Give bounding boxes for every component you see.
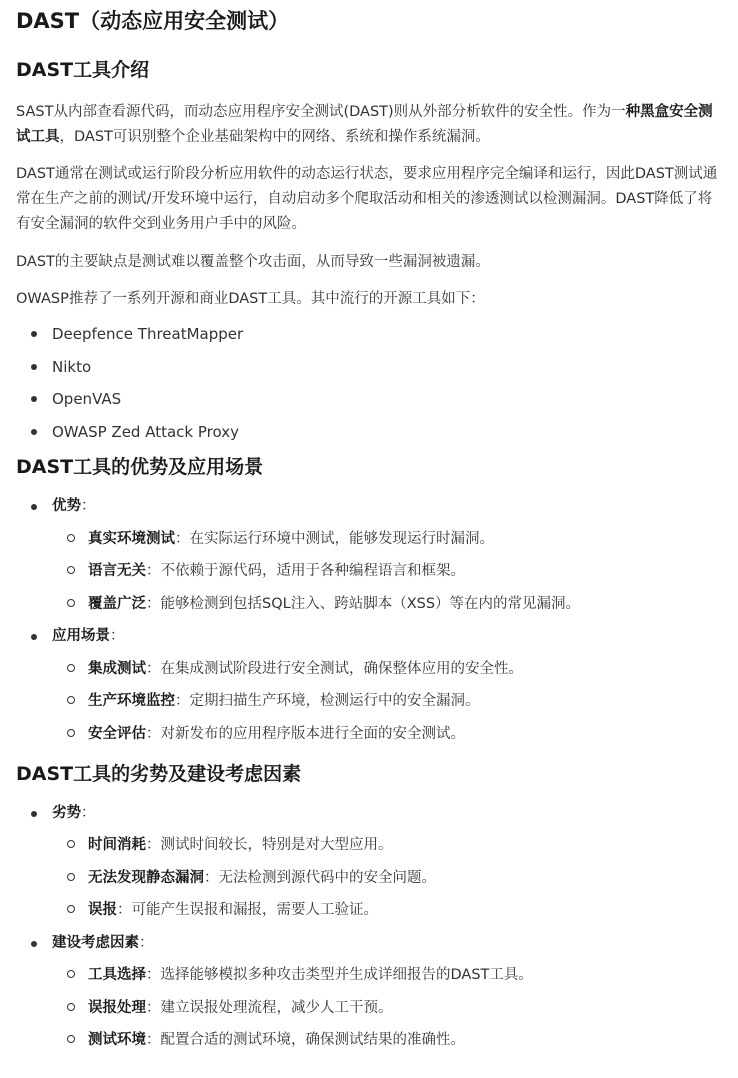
item-desc: ：定期扫描生产环境，检测运行中的安全漏洞。 [175, 693, 480, 709]
group-label-row [52, 932, 724, 954]
sub-list-item [52, 964, 724, 986]
item-term: 真实环境测试 [88, 530, 175, 547]
tools-list [16, 323, 724, 443]
sub-list-item [52, 690, 724, 712]
list-item-scenarios [16, 625, 724, 745]
item-term: 时间消耗 [88, 837, 146, 853]
group-label-suffix: ： [139, 934, 154, 951]
sub-list-item [52, 593, 724, 615]
intro-p1-text: SAST从内部查看源代码，而动态应用程序安全测试(DAST)则从外部分析软件的安全性。作为一 [16, 104, 626, 120]
item-term: 工具选择 [88, 967, 146, 983]
item-desc: ：对新发布的应用程序版本进行全面的安全测试。 [146, 725, 465, 742]
list-item-considerations [16, 932, 724, 1052]
item-desc: ：在集成测试阶段进行安全测试，确保整体应用的安全性。 [146, 660, 523, 677]
item-desc: ：不依赖于源代码，适用于各种编程语言和框架。 [146, 563, 465, 579]
sub-list-item [52, 1029, 724, 1051]
item-term: 生产环境监控 [88, 693, 175, 709]
disadvantages-list [16, 802, 724, 1052]
intro-paragraph-2: DAST通常在测试或运行阶段分析应用软件的动态运行状态，要求应用程序完全编译和运行，因此DAST测试通常在生产之前的测试/开发环境中运行，自动启动多个爬取活动和相关的渗透测试以检测漏洞。DAST降低了将有安全漏洞的软件交到业务用户手中的风险。 [16, 166, 718, 232]
sub-list [52, 528, 724, 615]
sub-list [52, 658, 724, 745]
group-label-row [52, 802, 724, 824]
sub-list-item [52, 867, 724, 889]
group-label-row [52, 495, 724, 517]
sub-list-item [52, 899, 724, 921]
group-label: 建设考虑因素 [52, 934, 139, 951]
item-term: 语言无关 [88, 563, 146, 579]
item-term: 无法发现静态漏洞 [88, 869, 204, 886]
intro-paragraph-3: DAST的主要缺点是测试难以覆盖整个攻击面，从而导致一些漏洞被遗漏。 [16, 254, 490, 270]
sub-list-item [52, 723, 724, 745]
sub-list-item [52, 528, 724, 550]
tool-item: Deepfence ThreatMapper [16, 323, 724, 345]
advantages-list [16, 495, 724, 745]
item-term: 测试环境 [88, 1032, 146, 1048]
intro-paragraph-4: OWASP推荐了一系列开源和商业DAST工具。其中流行的开源工具如下： [16, 291, 485, 307]
section-heading-intro: DAST工具介绍 [16, 59, 150, 81]
item-term: 集成测试 [88, 660, 146, 677]
tool-item: OpenVAS [16, 388, 724, 410]
item-term: 覆盖广泛 [88, 595, 146, 612]
item-term: 误报处理 [88, 999, 146, 1016]
group-label: 劣势 [52, 804, 81, 821]
page-title: DAST（动态应用安全测试） [16, 9, 290, 33]
item-desc: ：测试时间较长，特别是对大型应用。 [146, 837, 393, 853]
section-heading-disadvantages: DAST工具的劣势及建设考虑因素 [16, 762, 302, 785]
group-label-suffix: ： [110, 628, 125, 644]
tool-item: Nikto [16, 356, 724, 378]
sub-list-item [52, 658, 724, 680]
intro-paragraph-1 [16, 100, 724, 150]
item-desc: ：可能产生误报和漏报，需要人工验证。 [117, 902, 378, 918]
item-desc: ：建立误报处理流程，减少人工干预。 [146, 999, 393, 1016]
group-label-row [52, 625, 724, 647]
sub-list-item [52, 834, 724, 856]
sub-list [52, 834, 724, 921]
tool-item: OWASP Zed Attack Proxy [16, 421, 724, 443]
group-label-suffix: ： [81, 804, 96, 821]
item-desc: ：配置合适的测试环境，确保测试结果的准确性。 [146, 1032, 465, 1048]
intro-p1-bold: 种黑盒安全测试工具 [16, 104, 713, 145]
list-item-disadvantages [16, 802, 724, 922]
item-term: 安全评估 [88, 725, 146, 742]
group-label: 优势 [52, 498, 81, 514]
list-item-advantages [16, 495, 724, 615]
item-term: 误报 [88, 902, 117, 918]
sub-list-item [52, 997, 724, 1019]
intro-p1-text-after: ，DAST可识别整个企业基础架构中的网络、系统和操作系统漏洞。 [59, 129, 490, 145]
group-label: 应用场景 [52, 628, 110, 644]
section-heading-advantages: DAST工具的优势及应用场景 [16, 456, 264, 478]
group-label-suffix: ： [81, 498, 96, 514]
item-desc: ：选择能够模拟多种攻击类型并生成详细报告的DAST工具。 [146, 967, 533, 983]
item-desc: ：无法检测到源代码中的安全问题。 [204, 869, 436, 886]
item-desc: ：在实际运行环境中测试，能够发现运行时漏洞。 [175, 530, 494, 547]
sub-list [52, 964, 724, 1051]
sub-list-item [52, 560, 724, 582]
item-desc: ：能够检测到包括SQL注入、跨站脚本（XSS）等在内的常见漏洞。 [146, 595, 581, 612]
